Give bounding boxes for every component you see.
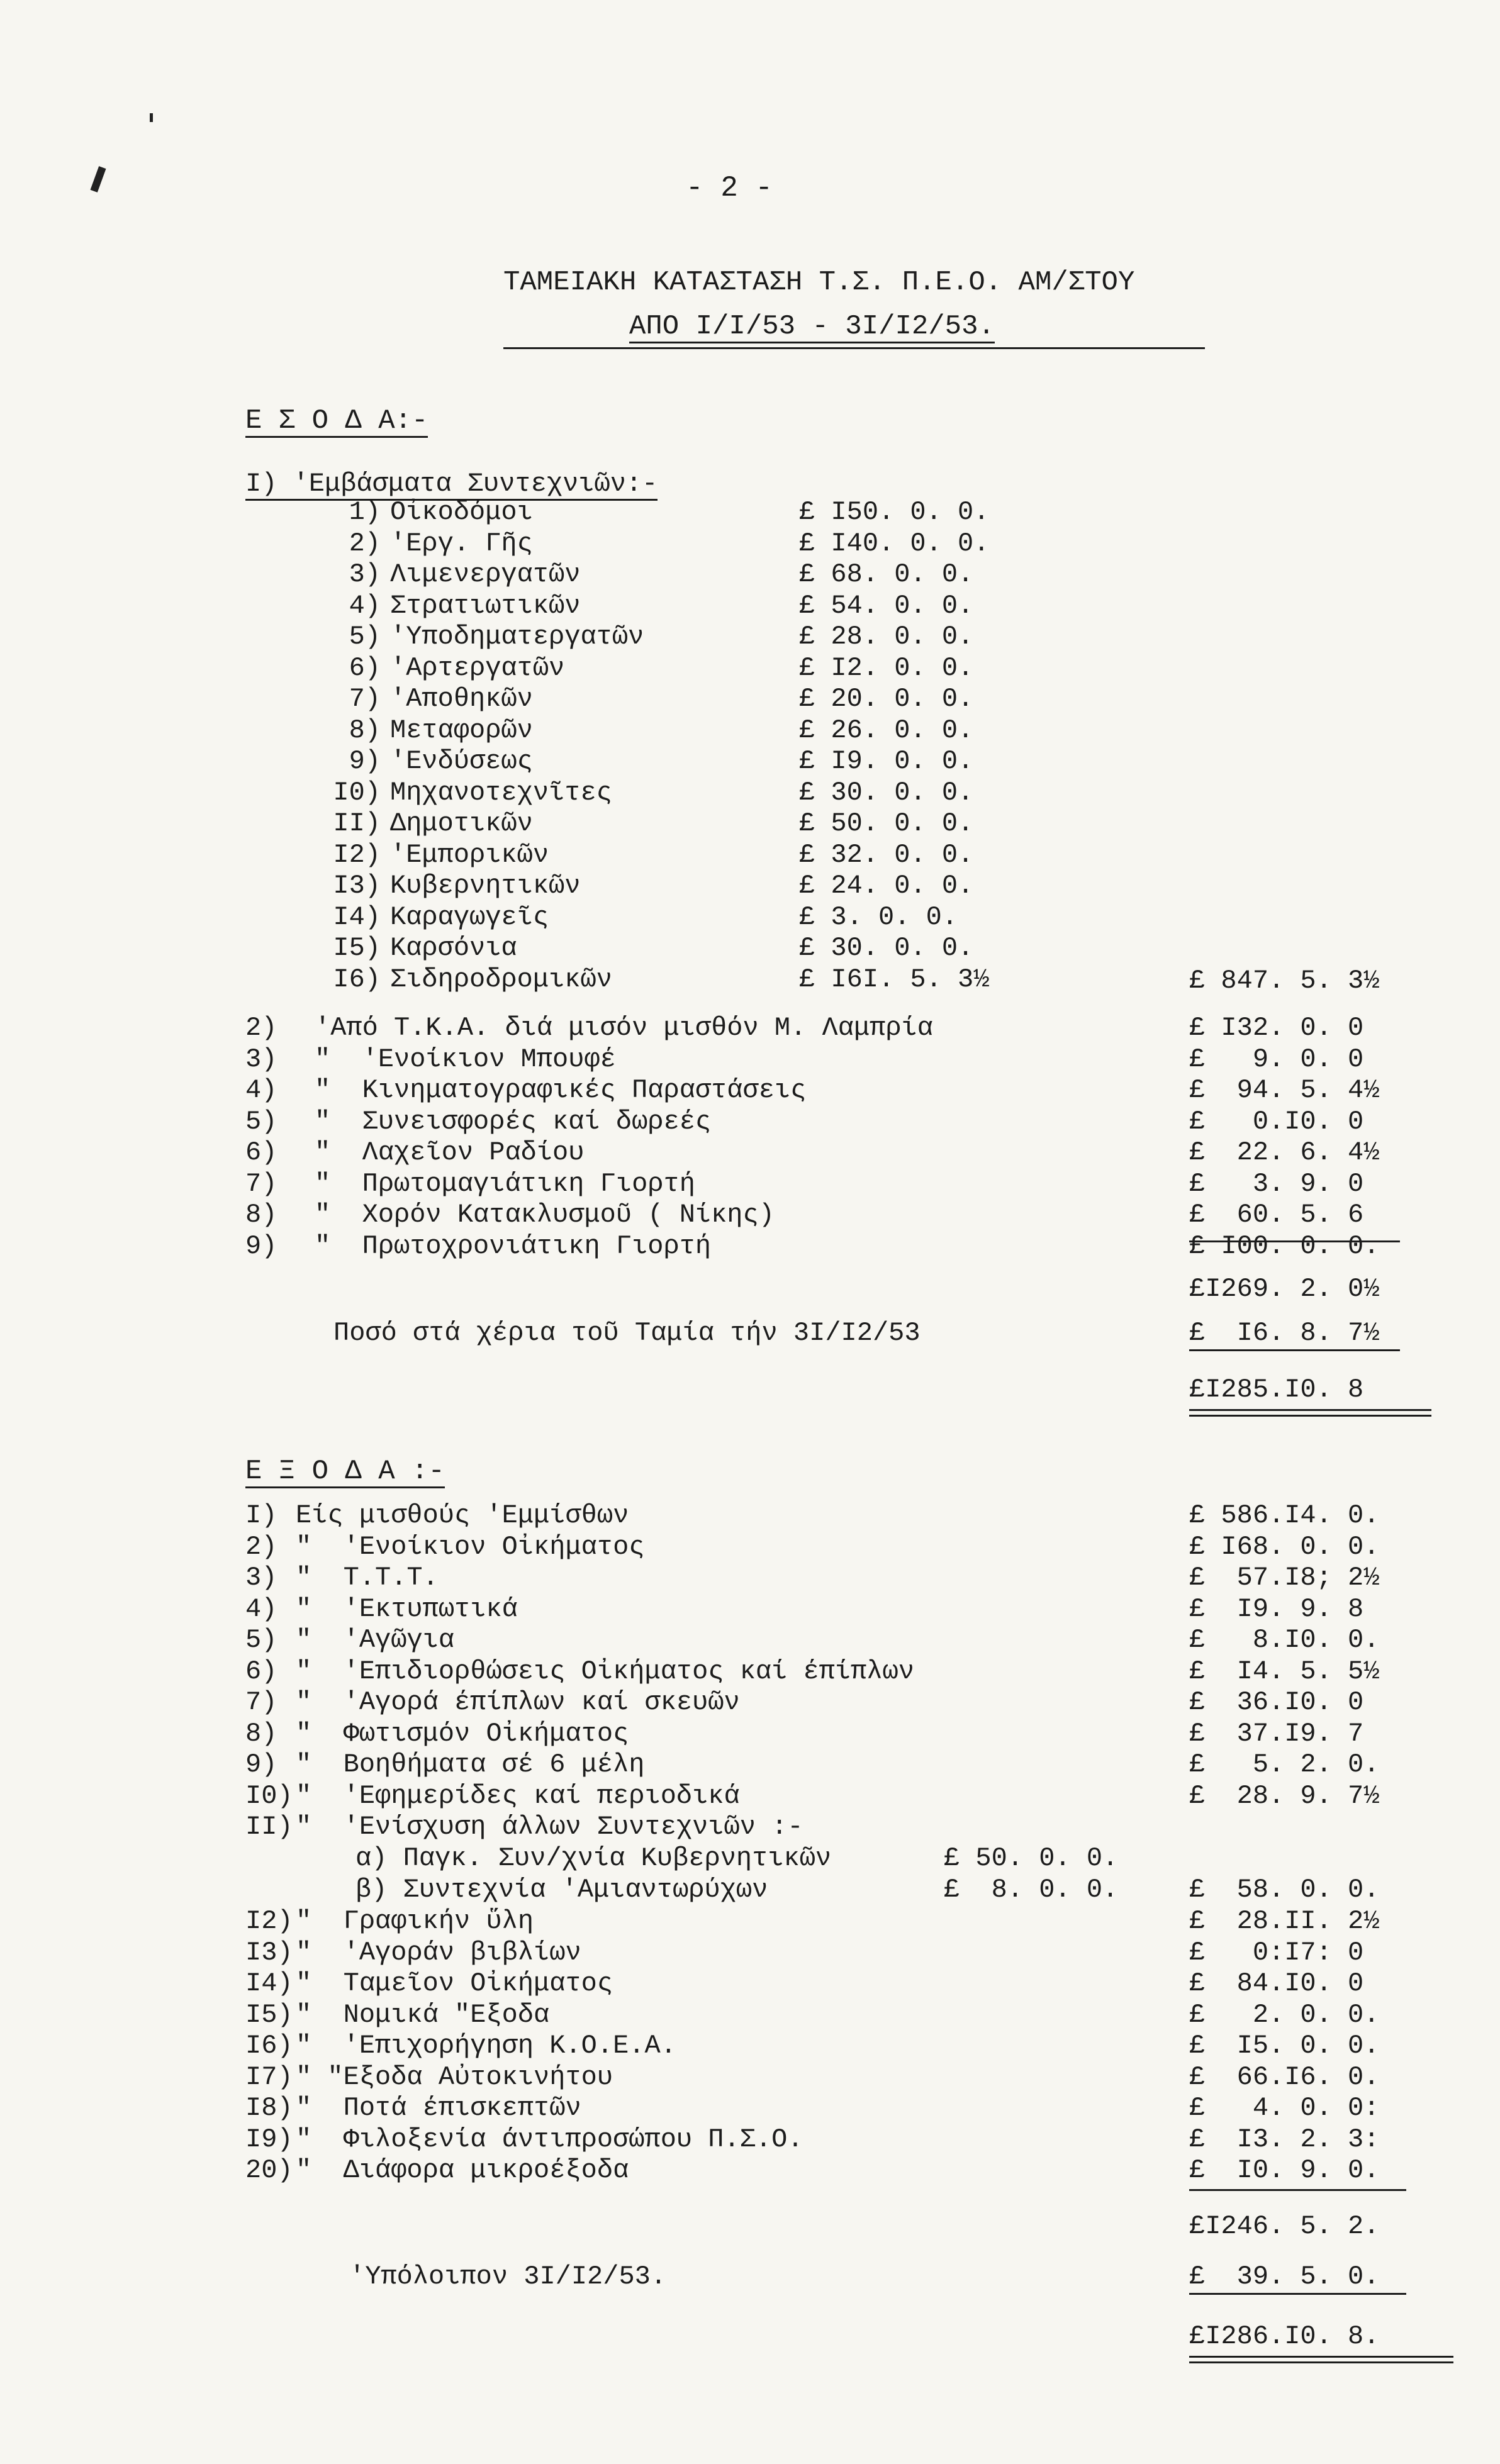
income-row-number: 8) <box>245 1200 277 1230</box>
expense-row-amount: £ Ι0. 9. 0. <box>1189 2155 1380 2185</box>
income-row-amount: £ 3. 9. 0 <box>1189 1168 1364 1199</box>
union-number: Ι6) <box>333 964 381 995</box>
expense-row-amount: £ 37.Ι9. 7 <box>1189 1718 1364 1749</box>
expense-row-amount: £ 5. 2. 0. <box>1189 1749 1380 1780</box>
union-number: Ι5) <box>333 933 381 963</box>
union-name: 'Εργ. Γῆς <box>390 528 533 559</box>
income-row-amount: £ 0.Ι0. 0 <box>1189 1106 1364 1137</box>
union-amount: £ Ι2. 0. 0. <box>799 652 974 683</box>
expense-row-text: " Βοηθήματα σέ 6 μέλη <box>296 1749 645 1780</box>
expense-row-number: Ι5) <box>245 1999 293 2030</box>
expenses-total-double-rule <box>1189 2356 1453 2363</box>
expense-row-amount: £ 8.Ι0. 0. <box>1189 1625 1380 1655</box>
union-amount: £ 3. 0. 0. <box>799 901 958 932</box>
expense-row-number: 20) <box>245 2155 293 2185</box>
expense-row-amount: £ 4. 0. 0: <box>1189 2093 1380 2123</box>
expense-row-text: " Ποτά έπισκεπτῶν <box>296 2093 581 2123</box>
income-row-text: " 'Ενοίκιον Μπουφέ <box>315 1044 616 1074</box>
expense-row-amount: £ 28.ΙΙ. 2½ <box>1189 1906 1380 1936</box>
cash-amount: £ Ι6. 8. 7½ <box>1189 1318 1380 1348</box>
document-period: ΑΠΟ Ι/Ι/53 - 3Ι/Ι2/53. <box>629 311 995 342</box>
union-amount: £ 28. 0. 0. <box>799 622 974 652</box>
union-name: 'Ενδύσεως <box>390 746 533 776</box>
expense-row-number: 4) <box>245 1593 277 1624</box>
union-name: 'Αποθηκῶν <box>390 684 533 714</box>
income-row-number: 3) <box>245 1044 277 1074</box>
union-amount: £ 54. 0. 0. <box>799 590 974 621</box>
expense-row-amount: £ Ι3. 2. 3: <box>1189 2124 1380 2155</box>
expense-row-text: " 'Αγῶγια <box>296 1625 455 1655</box>
expense-row-amount: £ 84.Ι0. 0 <box>1189 1968 1364 1999</box>
union-amount: £ 26. 0. 0. <box>799 715 974 745</box>
pen-mark <box>91 166 106 192</box>
expense-row-number: Ι7) <box>245 2061 293 2092</box>
expense-row-amount: £ 2. 0. 0. <box>1189 1999 1380 2030</box>
expenses-heading: Ε Ξ Ο Δ Α :- <box>245 1456 445 1487</box>
union-number: 6) <box>349 652 381 683</box>
union-number: 3) <box>349 559 381 589</box>
union-amount: £ 24. 0. 0. <box>799 871 974 901</box>
income-row-amount: £ 60. 5. 6 <box>1189 1200 1364 1230</box>
union-number: 4) <box>349 590 381 621</box>
union-amount: £ 68. 0. 0. <box>799 559 974 589</box>
income-row-number: 7) <box>245 1168 277 1199</box>
union-name: 'Αρτεργατῶν <box>390 652 565 683</box>
union-name: Δημοτικῶν <box>390 808 533 839</box>
expense-row-text: " "Εξοδα Αὐτοκινήτου <box>296 2061 613 2092</box>
cash-label: Ποσό στά χέρια τοῦ Ταμία τήν 3Ι/Ι2/53 <box>333 1318 921 1348</box>
document-title: ΤΑΜΕΙΑΚΗ ΚΑΤΑΣΤΑΣΗ Τ.Σ. Π.Ε.Ο. ΑΜ/ΣΤΟΥ <box>503 267 1135 298</box>
union-number: Ι2) <box>333 839 381 870</box>
union-number: 1) <box>349 497 381 527</box>
expense-row-amount: £ 57.Ι8; 2½ <box>1189 1563 1380 1593</box>
union-number: 8) <box>349 715 381 745</box>
union-amount: £ 32. 0. 0. <box>799 839 974 870</box>
expense-row-amount: £ Ι4. 5. 5½ <box>1189 1656 1380 1686</box>
expense-row-amount: £ 66.Ι6. 0. <box>1189 2061 1380 2092</box>
income-heading: Ε Σ Ο Δ Α:- <box>245 405 428 437</box>
expense-row-number: 8) <box>245 1718 277 1749</box>
section1-total: £ 847. 5. 3½ <box>1189 966 1380 996</box>
union-amount: £ 20. 0. 0. <box>799 684 974 714</box>
sub-item-amount: £ 8. 0. 0. <box>944 1875 1119 1905</box>
expense-row-number: 7) <box>245 1687 277 1717</box>
expense-row-number: Ι6) <box>245 2031 293 2061</box>
expense-row-text: " Νομικά "Εξοδα <box>296 1999 550 2030</box>
union-name: Στρατιωτικῶν <box>390 590 581 621</box>
income-row-text: " Πρωτοχρονιάτικη Γιορτή <box>315 1230 712 1261</box>
page-number: - 2 - <box>686 172 773 204</box>
income-row-amount: £ 22. 6. 4½ <box>1189 1137 1380 1168</box>
union-name: Λιμενεργατῶν <box>390 559 581 589</box>
balance-label: 'Υπόλοιπον 3Ι/Ι2/53. <box>349 2261 667 2292</box>
sub-item-text: α) Παγκ. Συν/χνία Κυβερνητικῶν <box>355 1843 832 1873</box>
expense-row-text: " Φωτισμόν Οἰκήματος <box>296 1718 629 1749</box>
income-row-text: " Λαχεῖον Ραδίου <box>315 1137 585 1168</box>
union-name: Καραγωγεῖς <box>390 901 549 932</box>
expense-row-text: " 'Αγορά έπίπλων καί σκευῶν <box>296 1687 740 1717</box>
balance-amount: £ 39. 5. 0. <box>1189 2261 1380 2292</box>
expense-row-text: " Τ.Τ.Τ. <box>296 1563 439 1593</box>
expense-row-text: " Γραφικήν ὕλη <box>296 1906 534 1936</box>
income-row-text: " Κινηματογραφικές Παραστάσεις <box>315 1075 807 1105</box>
balance-rule <box>1189 2293 1406 2295</box>
union-number: 5) <box>349 622 381 652</box>
expense-row-amount: £ 36.Ι0. 0 <box>1189 1687 1364 1717</box>
union-number: Ι0) <box>333 777 381 808</box>
union-amount: £ Ι50. 0. 0. <box>799 497 990 527</box>
union-number: Ι4) <box>333 901 381 932</box>
expense-row-number: Ι0) <box>245 1780 293 1811</box>
expense-row-number: ΙΙ) <box>245 1812 293 1842</box>
union-number: 9) <box>349 746 381 776</box>
union-name: Κυβερνητικῶν <box>390 871 581 901</box>
expense-row-text: " 'Ενοίκιον Οἰκήματος <box>296 1531 645 1562</box>
income-subtotal: £Ι269. 2. 0½ <box>1189 1274 1380 1304</box>
expense-row-number: 2) <box>245 1531 277 1562</box>
union-number: 7) <box>349 684 381 714</box>
expense-sub-total: £ 58. 0. 0. <box>1189 1875 1380 1905</box>
subtotal-rule <box>1189 1240 1400 1242</box>
income-row-amount: £ 94. 5. 4½ <box>1189 1075 1380 1105</box>
section1-label: Ι) 'Εμβάσματα Συντεχνιῶν:- <box>245 469 658 501</box>
union-name: Μεταφορῶν <box>390 715 533 745</box>
expense-row-text: " 'Επιδιορθώσεις Οἰκήματος καί έπίπλων <box>296 1656 914 1686</box>
income-row-number: 2) <box>245 1013 277 1043</box>
expense-row-amount: £ 28. 9. 7½ <box>1189 1780 1380 1811</box>
expense-row-amount: £ 0:Ι7: 0 <box>1189 1937 1364 1968</box>
expense-row-text: " 'Εφημερίδες καί περιοδικά <box>296 1780 740 1811</box>
income-row-amount: £ Ι00. 0. 0. <box>1189 1230 1380 1261</box>
expense-row-text: " 'Εκτυπωτικά <box>296 1593 518 1624</box>
union-name: Μηχανοτεχνῖτες <box>390 777 612 808</box>
income-row-text: " Χορόν Κατακλυσμοῦ ( Νίκης) <box>315 1200 775 1230</box>
expense-row-number: Ι) <box>245 1500 277 1530</box>
expense-row-text: " 'Αγοράν βιβλίων <box>296 1937 581 1968</box>
union-name: Σιδηροδρομικῶν <box>390 964 612 995</box>
expense-row-text: " Ταμεῖον Οἰκήματος <box>296 1968 613 1999</box>
income-row-amount: £ 9. 0. 0 <box>1189 1044 1364 1074</box>
union-name: 'Υποδηματεργατῶν <box>390 622 644 652</box>
pen-mark-small <box>150 113 153 122</box>
union-amount: £ Ι6Ι. 5. 3½ <box>799 964 990 995</box>
union-amount: £ Ι40. 0. 0. <box>799 528 990 559</box>
income-row-text: " Πρωτομαγιάτικη Γιορτή <box>315 1168 695 1199</box>
expense-row-number: 5) <box>245 1625 277 1655</box>
expense-row-number: 3) <box>245 1563 277 1593</box>
expense-row-number: Ι4) <box>245 1968 293 1999</box>
expense-row-number: Ι8) <box>245 2093 293 2123</box>
union-number: Ι3) <box>333 871 381 901</box>
expense-row-text: " 'Επιχορήγηση Κ.Ο.Ε.Α. <box>296 2031 676 2061</box>
sub-item-text: β) Συντεχνία 'Αμιαντωρύχων <box>355 1875 768 1905</box>
income-row-number: 6) <box>245 1137 277 1168</box>
expense-row-number: Ι9) <box>245 2124 293 2155</box>
income-row-amount: £ Ι32. 0. 0 <box>1189 1013 1364 1043</box>
union-name: 'Εμπορικῶν <box>390 839 549 870</box>
expense-row-text: Είς μισθούς 'Εμμίσθων <box>296 1500 629 1530</box>
income-row-text: " Συνεισφορές καί δωρεές <box>315 1106 712 1137</box>
expenses-total: £Ι286.Ι0. 8. <box>1189 2321 1380 2351</box>
union-number: ΙΙ) <box>333 808 381 839</box>
income-row-number: 5) <box>245 1106 277 1137</box>
income-row-number: 4) <box>245 1075 277 1105</box>
union-amount: £ 50. 0. 0. <box>799 808 974 839</box>
expense-row-amount: £ Ι68. 0. 0. <box>1189 1531 1380 1562</box>
income-total-double-rule <box>1189 1409 1431 1417</box>
expense-row-text: " Διάφορα μικροέξοδα <box>296 2155 629 2185</box>
expense-row-amount: £ Ι9. 9. 8 <box>1189 1593 1364 1624</box>
union-number: 2) <box>349 528 381 559</box>
expense-row-amount: £ 586.Ι4. 0. <box>1189 1500 1380 1530</box>
period-underline <box>503 347 1205 349</box>
expense-row-number: Ι2) <box>245 1906 293 1936</box>
income-row-number: 9) <box>245 1230 277 1261</box>
sub-item-amount: £ 50. 0. 0. <box>944 1843 1119 1873</box>
expense-row-amount: £ Ι5. 0. 0. <box>1189 2031 1380 2061</box>
expense-subtotal-rule <box>1189 2189 1406 2191</box>
expense-row-text: " Φιλοξενία άντιπροσώπου Π.Σ.Ο. <box>296 2124 803 2155</box>
union-amount: £ 30. 0. 0. <box>799 933 974 963</box>
union-name: Οἰκοδόμοι <box>390 497 533 527</box>
expense-row-text: " 'Ενίσχυση άλλων Συντεχνιῶν :- <box>296 1812 803 1842</box>
expense-row-number: 9) <box>245 1749 277 1780</box>
union-amount: £ 30. 0. 0. <box>799 777 974 808</box>
expense-subtotal: £Ι246. 5. 2. <box>1189 2211 1380 2241</box>
cash-rule <box>1189 1349 1400 1351</box>
expense-row-number: 6) <box>245 1656 277 1686</box>
expense-row-number: Ι3) <box>245 1937 293 1968</box>
income-total: £Ι285.Ι0. 8 <box>1189 1374 1364 1405</box>
union-name: Καρσόνια <box>390 933 517 963</box>
income-row-text: 'Από Τ.Κ.Α. διά μισόν μισθόν Μ. Λαμπρία <box>315 1013 933 1043</box>
union-amount: £ Ι9. 0. 0. <box>799 746 974 776</box>
